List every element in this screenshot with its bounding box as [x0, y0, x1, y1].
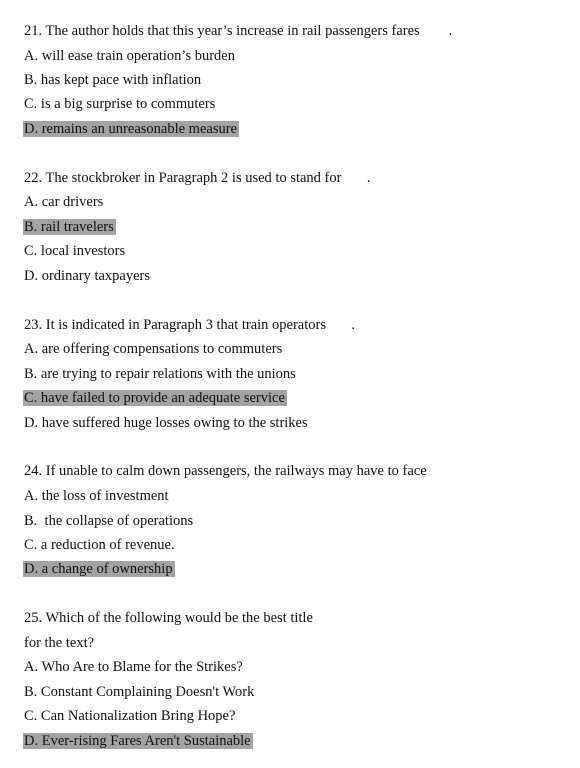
question-21-option-d: [24, 120, 239, 139]
highlighted-answer: D. a change of ownership: [24, 561, 173, 577]
question-25-option-a: A. Who Are to Blame for the Strikes?: [24, 659, 243, 675]
question-24-option-a: A. the loss of investment: [24, 488, 169, 504]
question-22-option-a: A. car drivers: [24, 194, 104, 210]
question-22-option-c: C. local investors: [24, 243, 126, 259]
question-24-option-d: [24, 560, 175, 579]
question-22-option-b: [24, 218, 116, 237]
question-21-option-a: A. will ease train operation’s burden: [24, 48, 235, 64]
question-21-option-b: B. has kept pace with inflation: [24, 72, 202, 88]
question-23-option-d: D. have suffered huge losses owing to the strikes: [24, 415, 308, 431]
question-25-option-d: [24, 732, 253, 751]
question-25-option-b: B. Constant Complaining Doesn't Work: [24, 684, 255, 700]
highlighted-answer: D. remains an unreasonable measure: [24, 121, 237, 137]
question-23-option-b: B. are trying to repair relations with the unions: [24, 366, 296, 382]
question-22-stem: 22. The stockbroker in Paragraph 2 is used to stand for .: [24, 170, 371, 186]
question-21-option-c: C. is a big surprise to commuters: [24, 96, 216, 112]
question-23-option-c: [24, 389, 287, 408]
question-23-stem: 23. It is indicated in Paragraph 3 that train operators .: [24, 317, 355, 333]
question-25-stem-line-1: 25. Which of the following would be the best title: [24, 610, 313, 626]
highlighted-answer: D. Ever-rising Fares Aren't Sustainable: [24, 733, 251, 749]
question-21-stem: 21. The author holds that this year’s increase in rail passengers fares .: [24, 23, 453, 39]
question-23-option-a: A. are offering compensations to commuters: [24, 341, 283, 357]
question-22-option-d: D. ordinary taxpayers: [24, 268, 151, 284]
highlighted-answer: B. rail travelers: [24, 219, 114, 235]
question-25-stem-line-2: for the text?: [24, 635, 95, 651]
question-24-stem: 24. If unable to calm down passengers, the railways may have to face: [24, 463, 427, 479]
question-24-option-c: C. a reduction of revenue.: [24, 537, 175, 553]
question-24-option-b: B. the collapse of operations: [24, 513, 194, 529]
question-25-option-c: C. Can Nationalization Bring Hope?: [24, 708, 236, 724]
highlighted-answer: C. have failed to provide an adequate service: [24, 390, 285, 406]
